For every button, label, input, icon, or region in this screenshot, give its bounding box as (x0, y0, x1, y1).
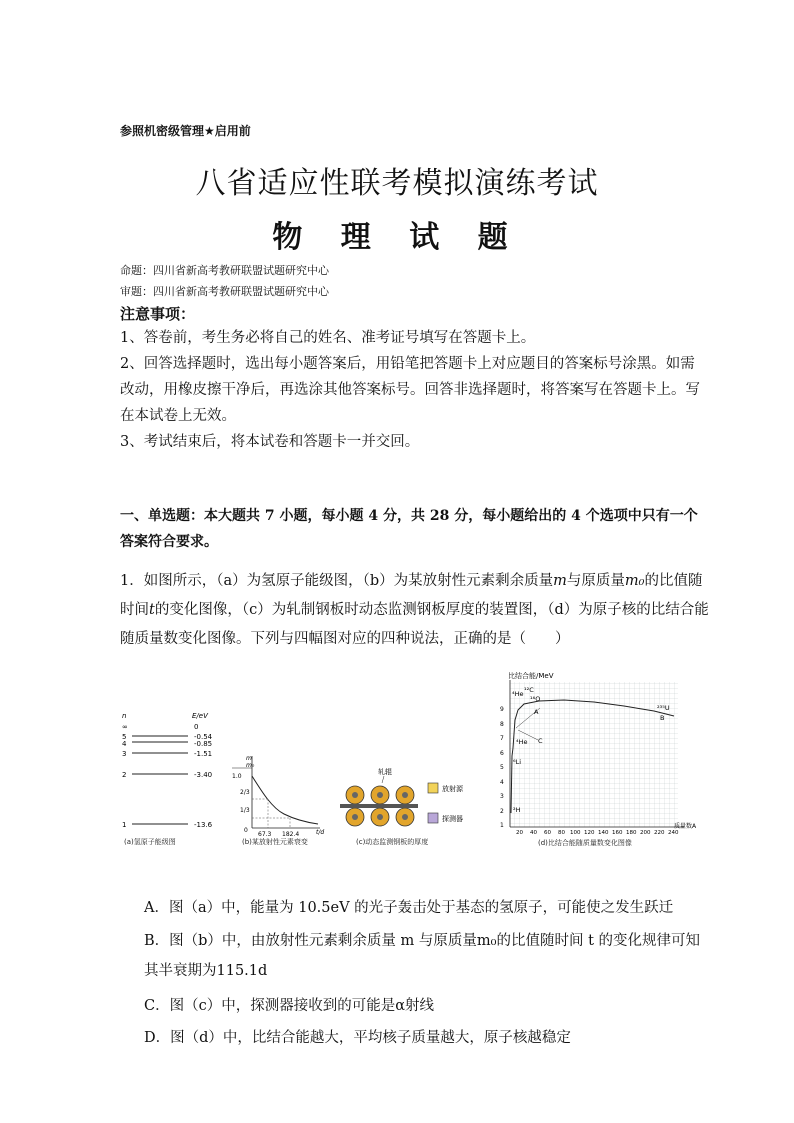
option-b: B．图（b）中，由放射性元素剩余质量 m 与原质量m₀的比值随时间 t 的变化规律可知其半衰期为115.1d (144, 933, 701, 979)
figure-b-caption: (b)某放射性元素衰变 (242, 838, 308, 846)
confidential-label: 参照机密级管理★启用前 (120, 124, 251, 138)
svg-text:220: 220 (654, 830, 665, 836)
svg-text:140: 140 (598, 830, 609, 836)
x-axis-label: 质量数A (674, 823, 697, 830)
level-n: 2 (122, 771, 127, 779)
svg-text:7: 7 (500, 735, 504, 742)
marker-label: A (534, 708, 539, 716)
svg-text:60: 60 (544, 830, 551, 836)
y-axis-label: 比结合能/MeV (508, 672, 554, 680)
steel-plate (340, 804, 418, 808)
marker-label: C (538, 737, 543, 745)
y-tick: 1/3 (240, 807, 250, 814)
svg-text:4: 4 (500, 779, 504, 786)
x-tick: 182.4 (282, 831, 300, 836)
source-label: 放射源 (442, 785, 463, 793)
level-e: -3.40 (194, 771, 213, 779)
svg-text:9: 9 (500, 706, 504, 713)
svg-text:²H: ²H (513, 806, 521, 814)
figure-c-caption: (c)动态监测钢板的厚度 (356, 838, 429, 846)
level-n: 1 (122, 821, 127, 829)
note-item-3: 3、考试结束后，将本试卷和答题卡一并交回。 (120, 434, 420, 450)
svg-text:⁴He: ⁴He (512, 690, 524, 698)
n-axis-label: n (122, 712, 127, 720)
level-n: ∞ (122, 723, 128, 731)
x-ticks (516, 830, 679, 836)
decay-curve (252, 776, 318, 824)
svg-text:²³⁵U: ²³⁵U (657, 704, 670, 712)
y-ticks (500, 706, 504, 829)
y-label-m: m (246, 755, 252, 762)
roller-axle-icon (377, 792, 383, 798)
svg-text:1: 1 (500, 822, 504, 829)
figure-b-decay-chart (232, 752, 332, 836)
level-n: 3 (122, 750, 127, 758)
level-e: -13.6 (194, 821, 213, 829)
e-axis-label: E/eV (192, 712, 208, 720)
svg-text:100: 100 (570, 830, 581, 836)
level-e: -0.85 (194, 740, 213, 748)
svg-text:5: 5 (500, 764, 504, 771)
roller-axle-icon (352, 792, 358, 798)
svg-text:180: 180 (626, 830, 637, 836)
svg-text:¹⁶O: ¹⁶O (530, 695, 541, 703)
grid (510, 682, 678, 827)
x-tick: 67.3 (258, 831, 272, 836)
note-item-1: 1、答卷前，考生务必将自己的姓名、准考证号填写在答题卡上。 (120, 330, 536, 346)
roller-label: 轧辊 (378, 768, 392, 776)
roller-axle-icon (377, 814, 383, 820)
detector-icon (428, 813, 438, 823)
roller-axle-icon (352, 814, 358, 820)
svg-text:¹²C: ¹²C (524, 686, 534, 694)
level-n: 5 (122, 733, 127, 741)
roller-axle-icon (402, 792, 408, 798)
figure-a-caption: (a)氢原子能级图 (124, 838, 176, 846)
y-label-m0: m₀ (246, 762, 255, 769)
svg-text:160: 160 (612, 830, 623, 836)
level-e: 0 (194, 723, 199, 731)
level-n: 4 (122, 740, 127, 748)
option-c: C．图（c）中，探测器接收到的可能是α射线 (144, 998, 435, 1014)
svg-text:200: 200 (640, 830, 651, 836)
detector-label: 探测器 (442, 815, 463, 823)
svg-text:2: 2 (500, 808, 504, 815)
marker-label: B (660, 714, 665, 722)
proposer-line: 命题：四川省新高考教研联盟试题研究中心 (120, 264, 329, 277)
svg-text:3: 3 (500, 793, 504, 800)
y-tick: 1.0 (232, 773, 242, 780)
figure-d-caption: (d)比结合能随质量数变化图像 (538, 839, 632, 847)
figure-c-rolling-mill (340, 765, 470, 837)
svg-text:6: 6 (500, 750, 504, 757)
level-e: -1.51 (194, 750, 213, 758)
figure-a-energy-levels (118, 708, 228, 838)
svg-text:20: 20 (516, 830, 523, 836)
svg-text:⁴He: ⁴He (516, 738, 528, 746)
svg-text:80: 80 (558, 830, 565, 836)
option-d: D．图（d）中，比结合能越大，平均核子质量越大，原子核越稳定 (144, 1030, 571, 1046)
section-heading: 一、单选题：本大题共 7 小题，每小题 4 分，共 28 分，每小题给出的 4 个选项中只有一个答案符合要求。 (120, 508, 698, 550)
radiation-source-icon (428, 783, 438, 793)
svg-text:8: 8 (500, 721, 504, 728)
roller-axle-icon (402, 814, 408, 820)
question-1-stem: 1．如图所示，（a）为氢原子能级图，（b）为某放射性元素剩余质量m与原质量m₀的比值随时间t的变化图像，（c）为轧制钢板时动态监测钢板厚度的装置图，（d）为原子核的比结合能随质量数变化图像。下列与四幅图对应的四种说法，正确的是（ ） (120, 573, 709, 647)
y-tick: 0 (244, 827, 248, 834)
svg-text:40: 40 (530, 830, 537, 836)
svg-text:120: 120 (584, 830, 595, 836)
x-axis-label: t/d (316, 829, 325, 836)
option-a: A．图（a）中，能量为 10.5eV 的光子轰击处于基态的氢原子，可能使之发生跃迁 (144, 900, 674, 916)
exam-title: 八省适应性联考模拟演练考试 (195, 166, 599, 201)
subject-title: 物 理 试 题 (272, 220, 522, 255)
y-tick: 2/3 (240, 789, 250, 796)
note-item-2: 2、回答选择题时，选出每小题答案后，用铅笔把答题卡上对应题目的答案标号涂黑。如需改动，用橡皮擦干净后，再选涂其他答案标号。回答非选择题时，将答案写在答题卡上。写在本试卷上无效。 (120, 356, 700, 424)
figure-d-binding-energy-chart (494, 668, 712, 838)
reviewer-line: 审题：四川省新高考教研联盟试题研究中心 (120, 285, 329, 298)
level-e: -0.54 (194, 733, 213, 741)
svg-text:240: 240 (668, 830, 679, 836)
svg-text:⁶Li: ⁶Li (513, 758, 522, 766)
notes-heading: 注意事项： (120, 305, 196, 323)
